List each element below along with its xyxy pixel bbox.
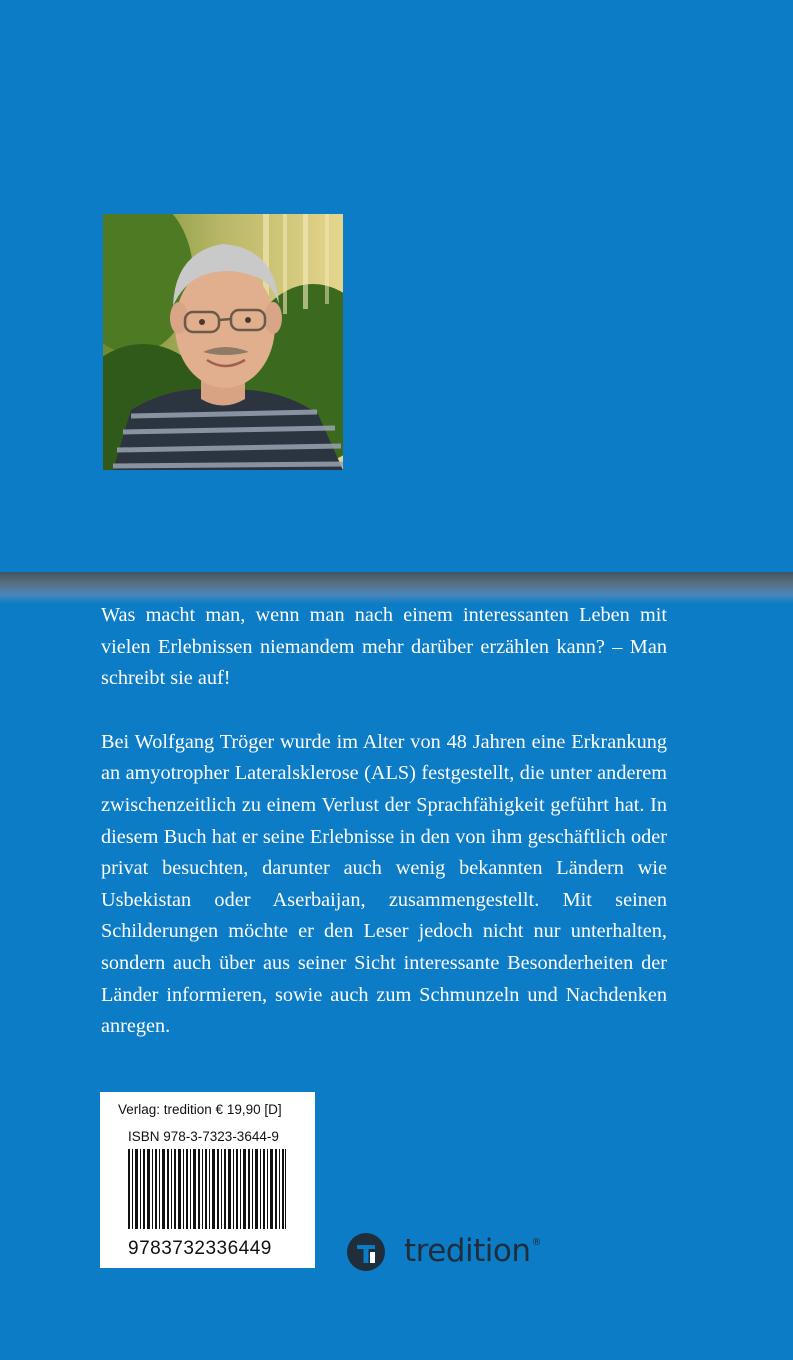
blurb-paragraph-1: Was macht man, wenn man nach einem interessanten Leben mit vielen Erlebnissen niemandem mehr darüber erzählen kann? – Man schreibt sie auf! — [101, 604, 667, 690]
barcode-digits: 9783732336449 — [128, 1238, 272, 1259]
publisher-logo — [346, 1231, 541, 1273]
barcode — [128, 1149, 286, 1229]
tredition-logo-icon — [346, 1232, 386, 1272]
registered-mark: ® — [531, 1237, 541, 1248]
barcode-label — [100, 1092, 315, 1268]
publisher-name — [404, 1233, 541, 1269]
blurb-paragraph-2: Bei Wolfgang Tröger wurde im Alter von 48 Jahren eine Erkrankung an amyotropher Lateralsklerose (ALS) festgestellt, die unter anderem zwischenzeitlich zu einem Verlust der Sprachfähigkeit geführt hat. In diesem Buch hat er seine Erlebnisse in den von ihm geschäftlich oder privat besuchten, darunter auch wenig bekannten Ländern wie Usbekistan oder Aserbaijan, zusammengestellt. Mit seinen Schilderungen möchte er den Leser jedoch nicht nur unterhalten, sondern auch über aus seiner Sicht interessante Besonderheiten der Länder informieren, sowie auch zum Schmunzeln und Nachdenken anregen. — [101, 730, 667, 1038]
publisher-name-text: tredition — [404, 1233, 531, 1269]
publisher-price: Verlag: tredition € 19,90 [D] — [118, 1102, 282, 1117]
back-cover-blurb — [101, 600, 667, 1043]
isbn-text: ISBN 978-3-7323-3644-9 — [128, 1129, 279, 1144]
author-photo — [103, 214, 343, 470]
